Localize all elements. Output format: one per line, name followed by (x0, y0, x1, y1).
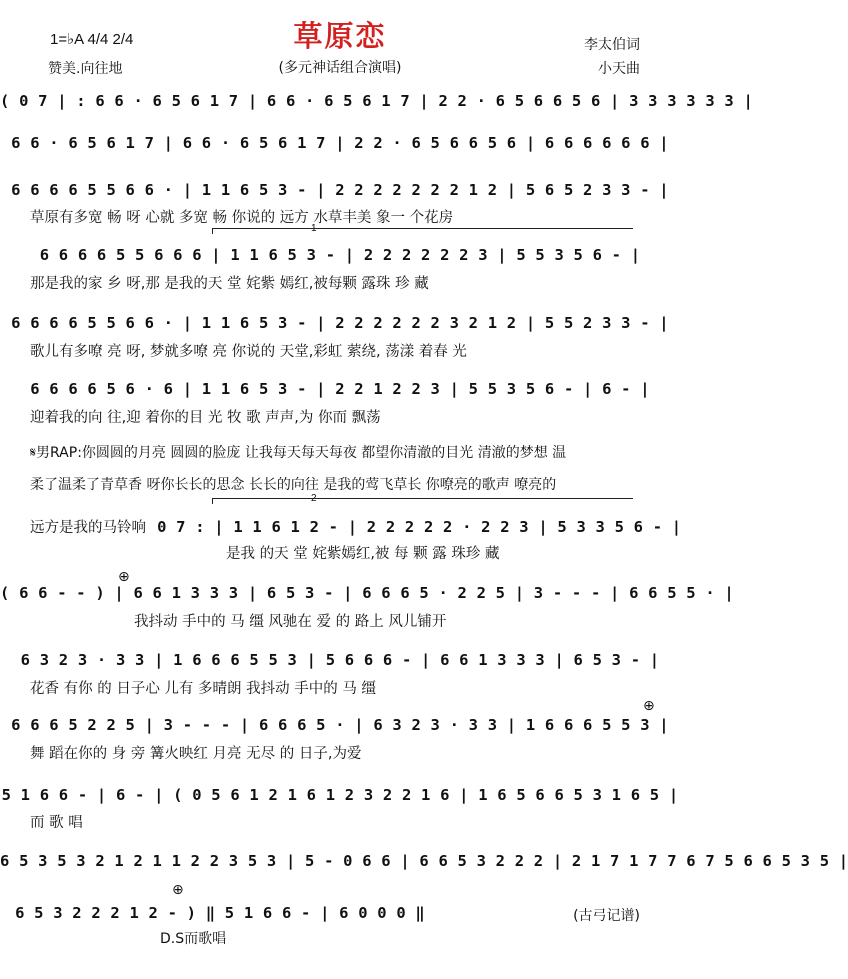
notation-line: 6 6 6 6 5 5 6 6 · | 1 1 6 5 3 - | 2 2 2 2 2 2 3 2 1 2 | 5 5 2 3 3 - | (11, 314, 669, 332)
notation-line: 6 3 2 3 · 3 3 | 1 6 6 6 5 5 3 | 5 6 6 6 - | 6 6 1 3 3 3 | 6 5 3 - | (20, 651, 660, 669)
lyric-line: 花香 有你 的 日子心 儿有 多晴朗 我抖动 手中的 马 缰 (30, 681, 376, 697)
rap-line: 柔了温柔了青草香 呀你长长的思念 长长的向往 是我的莺飞草长 你嘹亮的歌声 嘹亮的 (30, 477, 557, 493)
rap-end-lyric: 远方是我的马铃响 (30, 520, 146, 536)
notation-line: ( 6 6 - - ) | 6 6 1 3 3 3 | 6 5 3 - | 6 6 6 5 · 2 2 5 | 3 - - - | 6 6 5 5 · | (0, 584, 734, 602)
coda-sign-icon: ⊕ (643, 698, 655, 714)
composer-credit: 小天曲 (598, 61, 640, 77)
transcriber-credit: (古弓记谱) (573, 908, 640, 924)
notation-line: 6 5 3 5 3 2 1 2 1 1 2 2 3 5 3 | 5 - 0 6 6 | 6 6 5 3 2 2 2 | 2 1 7 1 7 7 6 7 5 6 6 5 3 5 | (0, 852, 848, 870)
coda-sign-icon: ⊕ (172, 882, 184, 898)
lyric-line: 那是我的家 乡 呀,那 是我的天 堂 姹紫 嫣红,被每颗 露珠 珍 藏 (30, 276, 429, 292)
volta-1-bracket: 1 (212, 228, 633, 234)
notation-line: 6 6 · 6 5 6 1 7 | 6 6 · 6 5 6 1 7 | 2 2 · 6 5 6 6 5 6 | 6 6 6 6 6 6 | (11, 134, 669, 152)
lyric-line: 草原有多宽 畅 呀 心就 多宽 畅 你说的 远方 水草丰美 象一 个花房 (30, 210, 454, 226)
notation-line: 6 6 6 6 5 5 6 6 6 | 1 1 6 5 3 - | 2 2 2 2 2 2 3 | 5 5 3 5 6 - | (39, 246, 641, 264)
rap-line: 𝄋男RAP:你圆圆的月亮 圆圆的脸庞 让我每天每天每夜 都望你清澈的目光 清澈的梦想 温 (30, 445, 567, 461)
notation-line: 0 7 : | 1 1 6 1 2 - | 2 2 2 2 2 · 2 2 3 | 5 3 3 5 6 - | (157, 518, 682, 536)
coda-sign-icon: ⊕ (118, 569, 130, 585)
notation-line: 6 6 6 6 5 6 · 6 | 1 1 6 5 3 - | 2 2 1 2 2 3 | 5 5 3 5 6 - | 6 - | (30, 380, 650, 398)
lyricist-credit: 李太伯词 (584, 37, 640, 53)
notation-line: 5 1 6 6 - | 6 - | ( 0 5 6 1 2 1 6 1 2 3 2 2 1 6 | 1 6 5 6 6 5 3 1 6 5 | (1, 786, 679, 804)
performer-subtitle: (多元神话组合演唱) (278, 60, 402, 76)
song-title: 草原恋 (293, 19, 387, 53)
volta-2-bracket: 2 (212, 498, 633, 504)
notation-line: 6 5 3 2 2 2 1 2 - ) ‖ 5 1 6 6 - | 6 0 0 0 ‖ (15, 904, 425, 922)
ds-instruction: D.S而歌唱 (160, 931, 227, 947)
lyric-line: 是我 的天 堂 姹紫嫣红,被 每 颗 露 珠珍 藏 (226, 546, 500, 562)
notation-line: 6 6 6 6 5 5 6 6 · | 1 1 6 5 3 - | 2 2 2 2 2 2 2 1 2 | 5 6 5 2 3 3 - | (11, 181, 669, 199)
notation-line: ( 0 7 | : 6 6 · 6 5 6 1 7 | 6 6 · 6 5 6 1 7 | 2 2 · 6 5 6 6 5 6 | 3 3 3 3 3 3 | (0, 92, 754, 110)
style-marking: 赞美.向往地 (48, 61, 123, 77)
lyric-line: 而 歌 唱 (30, 815, 83, 831)
lyric-line: 歌儿有多嘹 亮 呀, 梦就多嘹 亮 你说的 天堂,彩虹 萦绕, 荡漾 着春 光 (30, 344, 467, 360)
key-signature: 1=♭A 4/4 2/4 (50, 31, 134, 48)
lyric-line: 迎着我的向 往,迎 着你的目 光 牧 歌 声声,为 你而 飘荡 (30, 410, 381, 426)
rap-end-line (30, 516, 681, 537)
notation-line: 6 6 6 5 2 2 5 | 3 - - - | 6 6 6 5 · | 6 3 2 3 · 3 3 | 1 6 6 6 5 5 3 | (11, 716, 669, 734)
lyric-line: 舞 蹈在你的 身 旁 篝火映红 月亮 无尽 的 日子,为爱 (30, 746, 362, 762)
lyric-line: 我抖动 手中的 马 缰 风驰在 爱 的 路上 风儿铺开 (134, 614, 447, 630)
